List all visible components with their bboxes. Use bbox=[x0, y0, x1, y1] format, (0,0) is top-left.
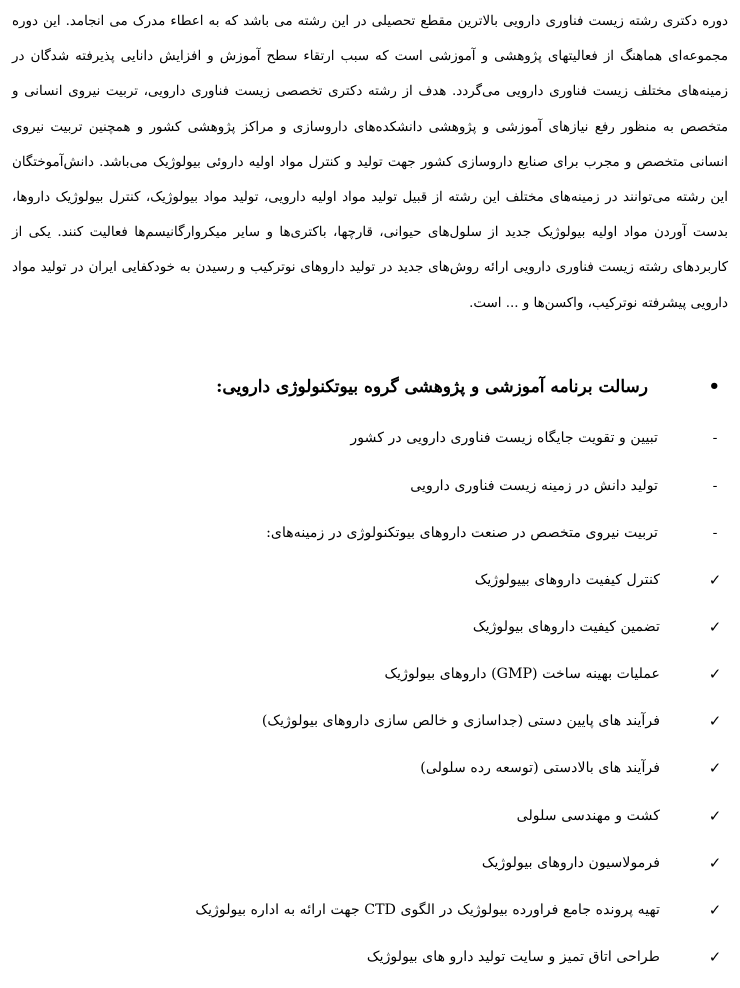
sub-item bbox=[0, 753, 740, 783]
mission-item bbox=[0, 471, 740, 501]
sub-item bbox=[0, 801, 740, 831]
check-icon: ✓ bbox=[708, 948, 722, 966]
sub-item-text: طراحی اتاق تمیز و سایت تولید دارو های بیولوژیک bbox=[366, 949, 660, 965]
sub-item-text: کنترل کیفیت داروهای بییولوژیک bbox=[474, 572, 660, 588]
sub-item bbox=[0, 848, 740, 878]
dash-marker: - bbox=[712, 430, 718, 446]
sub-item bbox=[0, 895, 740, 925]
intro-line: دوره دکتری رشته زیست فناوری دارویی بالاترین مقطع تحصیلی در این رشته می باشد که به اعطاء مدرک می انجامد. این دوره bbox=[12, 14, 728, 29]
check-icon: ✓ bbox=[708, 901, 722, 919]
sub-item-text: کشت و مهندسی سلولی bbox=[516, 808, 660, 824]
mission-heading-text: رسالت برنامه آموزشی و پژوهشی گروه بیوتکنولوژی دارویی: bbox=[216, 377, 648, 397]
intro-line: دارویی پیشرفته نوترکیب، واکسن‌ها و ... است. bbox=[469, 295, 728, 311]
intro-line: متخصص به منظور رفع نیازهای آموزشی و پژوهشی دانشکده‌های داروسازی و مراکز پژوهشی کشور و همچنین تربیت نیروی انسانی bbox=[12, 119, 728, 170]
intro-line: آوردن مواد اولیه بیولوژیک جدید از سلول‌های حیوانی، قارچها، باکتری‌ها و سایر میکروارگانیسم‌ها فعالیت کنند. یکی از bbox=[12, 225, 687, 241]
check-icon: ✓ bbox=[708, 759, 722, 777]
check-icon: ✓ bbox=[708, 712, 722, 730]
sub-item bbox=[0, 565, 740, 595]
sub-item-text: فرمولاسیون داروهای بیولوژیک bbox=[481, 855, 660, 871]
dash-marker: - bbox=[712, 525, 718, 541]
sub-item bbox=[0, 612, 740, 642]
sub-item-text: تهیه پرونده جامع فراورده بیولوژیک در الگوی CTD جهت ارائه به اداره بیولوژیک bbox=[195, 902, 660, 918]
intro-line: مجموعه‌ای هماهنگ از فعالیتهای پژوهشی و آموزشی است که سبب ارتقاء سطح آموزش و افزایش دانایی پذیرفته شدگان در bbox=[12, 49, 728, 65]
check-icon: ✓ bbox=[708, 571, 722, 589]
intro-line: زمینه‌های مختلف زیست فناوری دارویی می‌گردد. هدف از رشته دکتری تخصصی زیست فناوری دارویی، تربیت نیروی انسانی و bbox=[12, 84, 728, 100]
check-icon: ✓ bbox=[708, 807, 722, 825]
sub-item bbox=[0, 659, 740, 689]
mission-item bbox=[0, 518, 740, 548]
sub-item-text: فرآیند های بالادستی (توسعه رده سلولی) bbox=[420, 760, 660, 776]
intro-paragraph bbox=[12, 4, 728, 321]
mission-item bbox=[0, 423, 740, 453]
intro-line: کاربردهای رشته زیست فناوری دارویی ارائه روش‌های جدید در تولید داروهای نوترکیب و رسیدن به خودکفایی ایران در تولید مواد bbox=[12, 260, 728, 276]
check-icon: ✓ bbox=[708, 854, 722, 872]
mission-item-text: تولید دانش در زمینه زیست فناوری دارویی bbox=[410, 478, 658, 494]
intro-line: متخصص و مجرب برای صنایع داروسازی کشور جهت تولید و کنترل مواد اولیه داروئی بیولوژیک می‌باشد. دانش‌آموختگان این رشته bbox=[12, 154, 729, 206]
intro-line: می‌توانند در زمینه‌های مختلف این رشته از قبیل تولید مواد اولیه دارویی، تولید مواد بیولوژیک، کنترل بیولوژیک داروها، بدست bbox=[12, 190, 728, 241]
sub-item bbox=[0, 706, 740, 736]
sub-item-text: تضمین کیفیت داروهای بیولوژیک bbox=[472, 619, 660, 635]
mission-item-text: تربیت نیروی متخصص در صنعت داروهای بیوتکنولوژی در زمینه‌های: bbox=[266, 525, 658, 541]
sub-item-text: عملیات بهینه ساخت (GMP) داروهای بیولوژیک bbox=[384, 666, 660, 682]
mission-item-text: تبیین و تقویت جایگاه زیست فناوری دارویی در کشور bbox=[350, 430, 658, 446]
bullet-marker: • bbox=[708, 376, 720, 397]
dash-marker: - bbox=[712, 478, 718, 494]
sub-item-text: فرآیند های پایین دستی (جداسازی و خالص سازی داروهای بیولوژیک) bbox=[261, 713, 660, 729]
check-icon: ✓ bbox=[708, 618, 722, 636]
sub-item bbox=[0, 942, 740, 972]
check-icon: ✓ bbox=[708, 665, 722, 683]
